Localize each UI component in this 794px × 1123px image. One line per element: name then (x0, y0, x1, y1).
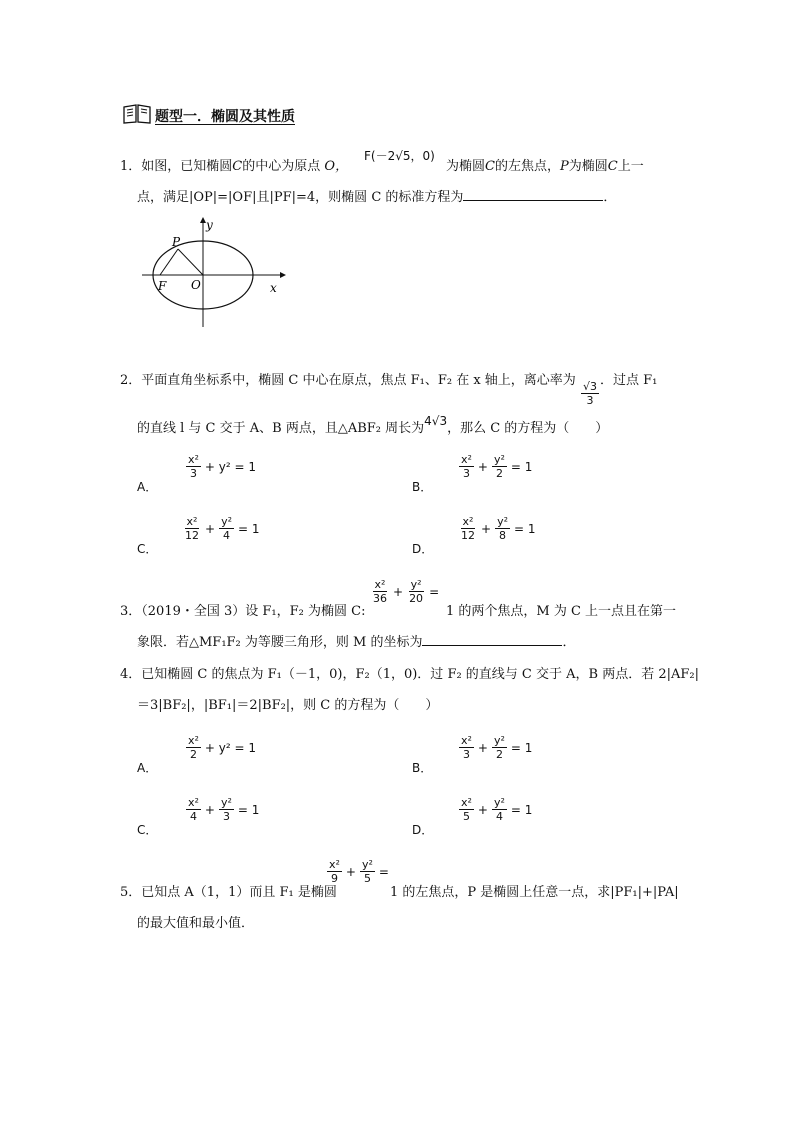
q4-a-den: 2 (189, 748, 197, 761)
q2-option-a-label[interactable]: A． (137, 480, 158, 494)
q4-d-num2: y² (493, 796, 505, 809)
q5-frac1 (327, 858, 342, 885)
q4-d-den1: 5 (462, 810, 470, 823)
q4-b-rhs: = 1 (510, 740, 533, 755)
q3-num2: y² (410, 578, 422, 591)
q4-c-den2: 3 (222, 810, 230, 823)
label-o: O (191, 278, 201, 292)
q4-option-c-label[interactable]: C． (137, 823, 158, 837)
x-axis-arrow (280, 272, 286, 278)
q4-c-rhs: = 1 (237, 802, 260, 817)
plus-sign: + (204, 802, 215, 817)
q1-line2-text: 点，满足|OP|=|OF|且|PF|=4，则椭圆 C 的标准方程为 (137, 190, 464, 205)
q1-var-c: C (232, 159, 243, 174)
q2-option-c-formula[interactable] (182, 515, 263, 542)
q4-c-frac2 (219, 796, 234, 823)
q5-den1: 9 (330, 872, 338, 885)
q2-option-b-formula[interactable] (458, 453, 535, 480)
q3-line1-text-b: 1 的两个焦点，M 为 C 上一点且在第一 (446, 604, 677, 619)
q2-option-a-formula[interactable] (185, 453, 259, 480)
q2-d-num2: y² (497, 515, 508, 528)
q1-number: 1． (120, 159, 142, 174)
q4-d-num1: x² (461, 796, 472, 809)
q3-line2-end: ． (562, 635, 576, 650)
q4-option-a-formula[interactable] (185, 734, 259, 761)
plus-sign: + (393, 584, 404, 599)
q1-var-p: P (559, 159, 569, 174)
q1-text-g: 的左焦点， (494, 159, 560, 174)
q2-line2 (137, 414, 609, 438)
q3-equals: = (429, 584, 440, 599)
q4-line1 (120, 666, 699, 684)
segment-pf (160, 249, 178, 275)
q1-text-e: 为椭圆 (446, 159, 486, 174)
q2-a-den: 3 (189, 467, 197, 480)
q2-c-num1: x² (186, 515, 198, 528)
q4-d-frac1 (459, 796, 474, 823)
section-header (122, 103, 152, 129)
plus-sign: + (481, 521, 492, 536)
q5-line2-text: 的最大值和最小值． (137, 916, 255, 931)
q1-line1-cont (446, 158, 644, 176)
q1-focus: F(－2√5，0) (364, 149, 435, 163)
q1-var-c2: C (485, 159, 495, 174)
q3-ellipse-formula (370, 578, 442, 605)
q1-var-o: O， (324, 159, 349, 174)
q4-b-frac1 (459, 734, 474, 761)
q4-option-b-label[interactable]: B． (412, 761, 433, 775)
plus-sign: + (477, 802, 488, 817)
q4-b-den2: 2 (495, 748, 503, 761)
q2-line2-text-a: 的直线 l 与 C 交于 A、B 两点，且△ABF₂ 周长为 (137, 421, 425, 436)
q2-c-num2: y² (221, 515, 232, 528)
q3-answer-blank[interactable] (422, 645, 562, 646)
q2-a-num: x² (188, 453, 199, 466)
q4-b-frac2 (492, 734, 507, 761)
q2-c-frac2 (219, 515, 234, 542)
q2-a-frac (186, 453, 201, 480)
book-icon (122, 103, 152, 125)
q4-b-num1: x² (461, 734, 472, 747)
q4-d-rhs: = 1 (510, 802, 533, 817)
q2-a-rest: + y² = 1 (204, 459, 257, 474)
q4-c-frac1 (186, 796, 201, 823)
q5-num2: y² (361, 858, 373, 871)
q4-c-den1: 4 (189, 810, 197, 823)
q4-c-num1: x² (188, 796, 199, 809)
q2-c-den1: 12 (185, 529, 199, 542)
q4-c-num2: y² (220, 796, 232, 809)
q1-line1 (120, 158, 348, 176)
q5-frac2 (360, 858, 375, 885)
segment-po (178, 249, 203, 275)
q4-a-frac (186, 734, 201, 761)
q4-option-d-label[interactable]: D． (412, 823, 434, 837)
q4-b-num2: y² (493, 734, 505, 747)
q5-den2: 5 (363, 872, 371, 885)
q5-line1 (120, 884, 337, 902)
q2-d-rhs: = 1 (513, 521, 536, 536)
q1-line2 (137, 189, 616, 207)
plus-sign: + (205, 521, 216, 536)
q1-text-a: 如图，已知椭圆 (141, 159, 233, 174)
q3-line1 (120, 603, 365, 621)
q2-d-den2: 8 (499, 529, 507, 542)
q5-line1-cont (390, 884, 679, 902)
q1-text-c: 的中心为原点 (242, 159, 321, 174)
q1-var-c3: C (607, 159, 618, 174)
q2-line1 (120, 372, 657, 407)
q5-num1: x² (329, 858, 340, 871)
q5-ellipse-formula (326, 858, 392, 885)
q2-b-rhs: = 1 (510, 459, 533, 474)
q3-frac2 (407, 578, 425, 605)
q3-den1: 36 (373, 592, 387, 605)
q4-a-rest: + y² = 1 (204, 740, 257, 755)
q2-line2-text-b: ，那么 C 的方程为（ ） (447, 421, 609, 436)
q2-c-rhs: = 1 (237, 521, 260, 536)
q5-line1-text-b: 1 的左焦点，P 是椭圆上任意一点，求|PF₁|+|PA| (390, 885, 679, 900)
plus-sign: + (477, 740, 488, 755)
q4-line1-text: 4．已知椭圆 C 的焦点为 F₁（－1，0)，F₂（1，0)．过 F₂ 的直线与 C 交于 A，B 两点．若 2|AF₂| (120, 667, 700, 682)
q2-eccentricity (581, 380, 599, 407)
q3-line1-text-a: 3．（2019・全国 3）设 F₁，F₂ 为椭圆 C: (120, 604, 366, 619)
q3-den2: 20 (409, 592, 424, 605)
q2-c-den2: 4 (223, 529, 231, 542)
q5-line1-text-a: 5．已知点 A（1，1）而且 F₁ 是椭圆 (120, 885, 337, 900)
q2-b-den1: 3 (462, 467, 470, 480)
q4-option-c-formula[interactable] (185, 796, 262, 823)
q2-c-frac1 (183, 515, 201, 542)
q4-d-frac2 (492, 796, 507, 823)
q2-option-c-label[interactable]: C． (137, 542, 158, 556)
q4-a-num: x² (188, 734, 199, 747)
q2-b-frac2 (492, 453, 507, 480)
q4-line2 (137, 697, 438, 715)
q2-d-frac2 (495, 515, 510, 542)
q2-line1-end: ．过点 F₁ (599, 373, 658, 388)
q2-ecc-num: √3 (582, 380, 597, 393)
label-f: F (158, 279, 167, 293)
q1-text-i: 为椭圆 (568, 159, 608, 174)
q5-equals: = (378, 864, 389, 879)
q2-b-num2: y² (493, 453, 505, 466)
q2-b-num1: x² (461, 453, 472, 466)
q3-line2 (137, 634, 576, 652)
q4-d-den2: 4 (495, 810, 503, 823)
section-title: 题型一．椭圆及其性质 (155, 109, 295, 125)
q1-ellipse-figure (140, 215, 290, 330)
q3-line1-cont (446, 603, 676, 621)
q2-line1-text: 2．平面直角坐标系中，椭圆 C 中心在原点，焦点 F₁、F₂ 在 x 轴上，离心率为 (120, 373, 576, 388)
q4-b-den1: 3 (462, 748, 470, 761)
label-y: y (206, 218, 213, 232)
q1-line2-end: ． (603, 190, 617, 205)
q2-option-b-label[interactable]: B． (412, 480, 433, 494)
q1-text-k: 上一 (617, 159, 644, 174)
q3-line2-text: 象限．若△MF₁F₂ 为等腰三角形，则 M 的坐标为 (137, 635, 423, 650)
q4-option-b-formula[interactable] (458, 734, 535, 761)
q2-ecc-den: 3 (586, 394, 594, 407)
plus-sign: + (345, 864, 356, 879)
q2-d-num1: x² (462, 515, 474, 528)
q2-d-frac1 (459, 515, 477, 542)
q4-line2-text: ＝3|BF₂|，|BF₁|＝2|BF₂|，则 C 的方程为（ ） (137, 698, 439, 713)
q2-option-d-label[interactable]: D． (412, 542, 434, 556)
q3-frac1 (371, 578, 389, 605)
q3-num1: x² (374, 578, 386, 591)
label-p: P (172, 235, 181, 249)
q2-d-den1: 12 (461, 529, 475, 542)
q2-perimeter: 4√3 (424, 414, 448, 428)
label-x: x (270, 281, 277, 295)
q4-option-a-label[interactable]: A． (137, 761, 158, 775)
q2-option-d-formula[interactable] (458, 515, 539, 542)
q1-answer-blank[interactable] (463, 200, 603, 201)
plus-sign: + (477, 459, 488, 474)
q2-b-den2: 2 (495, 467, 503, 480)
q5-line2 (137, 915, 254, 933)
q4-option-d-formula[interactable] (458, 796, 535, 823)
q2-b-frac1 (459, 453, 474, 480)
